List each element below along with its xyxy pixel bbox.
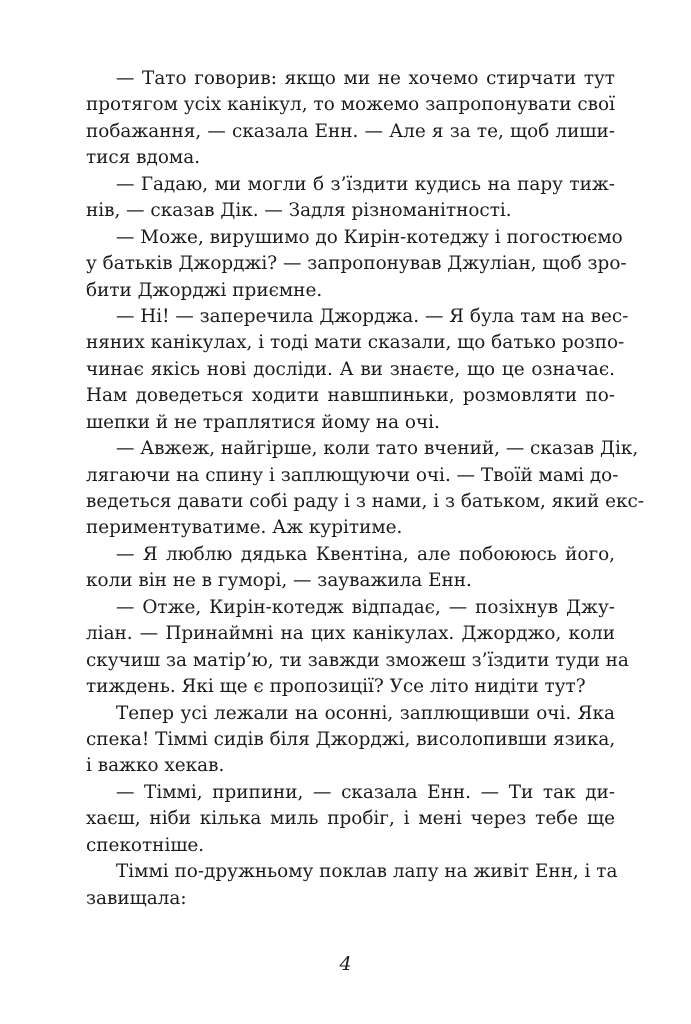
text-line: нів, — сказав Дік. — Задля різноманітності. [86, 200, 512, 222]
paragraph [86, 780, 615, 859]
text-line: хаєш, ніби кілька миль пробіг, і мені через тебе ще [86, 808, 615, 830]
text-line: тиждень. Які ще є пропозиції? Усе літо нидіти тут? [86, 676, 586, 698]
text-line: — Ні! — заперечила Джорджа. — Я була там на вес- [116, 305, 629, 327]
text-line: лягаючи на спину і заплющуючи очі. — Твоїй мамі до- [86, 464, 619, 486]
paragraph [86, 595, 629, 701]
text-line: побажання, — сказала Енн. — Але я за те, щоб лиши- [86, 120, 615, 142]
text-line: ліан. — Принаймні на цих канікулах. Джорджо, коли [86, 623, 615, 645]
paragraph [86, 436, 644, 542]
text-line: у батьків Джорджі? — запропонував Джуліан, щоб зро- [86, 253, 627, 275]
text-line: — Тато говорив: якщо ми не хочемо стирчати тут [116, 68, 615, 89]
paragraph [86, 542, 615, 595]
text-line: чинає якісь нові досліди. А ви знаєте, що це означає. [86, 358, 615, 380]
paragraph [86, 304, 629, 436]
text-line: Тіммі по-дружньому поклав лапу на живіт Енн, і та [116, 861, 618, 883]
text-line: спека! Тіммі сидів біля Джорджі, висолопивши язика, [86, 728, 616, 750]
paragraph [86, 66, 615, 172]
text-line: завищала: [86, 887, 187, 909]
body-text [86, 66, 644, 912]
text-line: спекотніше. [86, 834, 205, 856]
paragraph [86, 859, 618, 912]
text-line: ведеться давати собі раду і з нами, і з батьком, який екс- [86, 491, 644, 512]
text-line: Тепер усі лежали на осонні, заплющивши очі. Яка [116, 702, 615, 724]
paragraph [86, 225, 627, 304]
text-line: — Може, вирушимо до Кирін-котеджу і погостюємо [116, 226, 623, 248]
page-number: 4 [339, 953, 352, 975]
text-line: няних канікулах, і тоді мати сказали, що батько розпо- [86, 332, 625, 354]
paragraph [86, 701, 615, 780]
text-line: коли він не в гуморі, — зауважила Енн. [86, 570, 472, 592]
text-line: і важко хекав. [86, 755, 225, 777]
text-line: тися вдома. [86, 147, 201, 169]
text-line: периментуватиме. Аж курітиме. [86, 517, 403, 539]
text-line: — Гадаю, ми могли б з’їздити кудись на пару тиж- [116, 173, 615, 195]
text-line: — Тіммі, припини, — сказала Енн. — Ти так ди- [116, 781, 615, 803]
text-line: — Я люблю дядька Квентіна, але побоююсь його, [116, 543, 615, 565]
text-line: бити Джорджі приємне. [86, 279, 323, 301]
text-line: скучиш за матір’ю, ти завжди зможеш з’їздити туди на [86, 649, 629, 671]
text-line: шепки й не траплятися йому на очі. [86, 411, 440, 433]
paragraph [86, 172, 615, 225]
text-line: Нам доведеться ходити навшпиньки, розмовляти по- [86, 385, 615, 407]
text-line: — Отже, Кирін-котедж відпадає, — позіхнув Джу- [116, 596, 615, 618]
text-line: протягом усіх канікул, то можемо запропонувати свої [86, 94, 615, 116]
text-line: — Авжеж, найгірше, коли тато вчений, — сказав Дік, [116, 438, 639, 460]
